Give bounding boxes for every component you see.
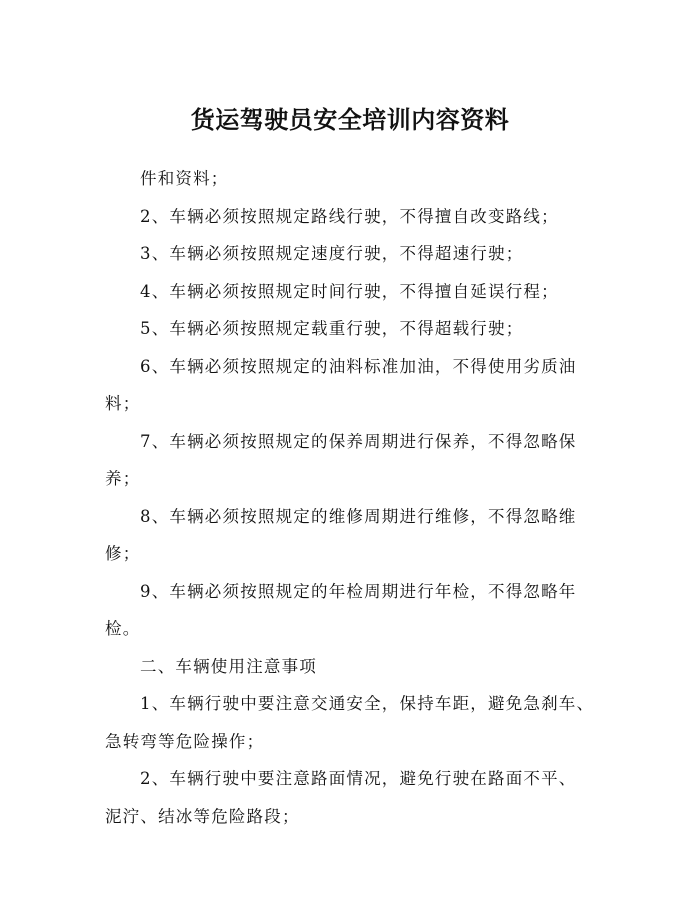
body-line: 急转弯等危险操作； [105,731,265,751]
body-line: 3、车辆必须按照规定速度行驶，不得超速行驶； [140,244,524,263]
document-title: 货运驾驶员安全培训内容资料 [190,105,510,135]
body-line: 4、车辆必须按照规定时间行驶，不得擅自延误行程； [140,281,559,301]
section-heading: 二、车辆使用注意事项 [140,656,317,676]
document-body [105,160,605,835]
body-line: 检。 [105,619,141,638]
body-line: 9、车辆必须按照规定的年检周期进行年检，不得忽略年 [140,581,577,601]
body-line: 7、车辆必须按照规定的保养周期进行保养，不得忽略保 [140,431,577,451]
body-line: 1、车辆行驶中要注意交通安全，保持车距，避免急刹车、 [140,694,595,713]
body-line: 6、车辆必须按照规定的油料标准加油，不得使用劣质油 [140,356,577,376]
body-line: 料； [105,394,141,413]
body-line: 养； [105,469,141,488]
body-line: 泥泞、结冰等危险路段； [105,806,300,826]
body-line: 2、车辆必须按照规定路线行驶，不得擅自改变路线； [140,206,559,226]
body-line: 8、车辆必须按照规定的维修周期进行维修，不得忽略维 [140,506,577,526]
body-line: 2、车辆行驶中要注意路面情况，避免行驶在路面不平、 [140,769,577,788]
body-line: 5、车辆必须按照规定载重行驶，不得超载行驶； [140,319,524,338]
body-line: 修； [105,544,141,563]
body-line: 件和资料； [140,169,229,188]
